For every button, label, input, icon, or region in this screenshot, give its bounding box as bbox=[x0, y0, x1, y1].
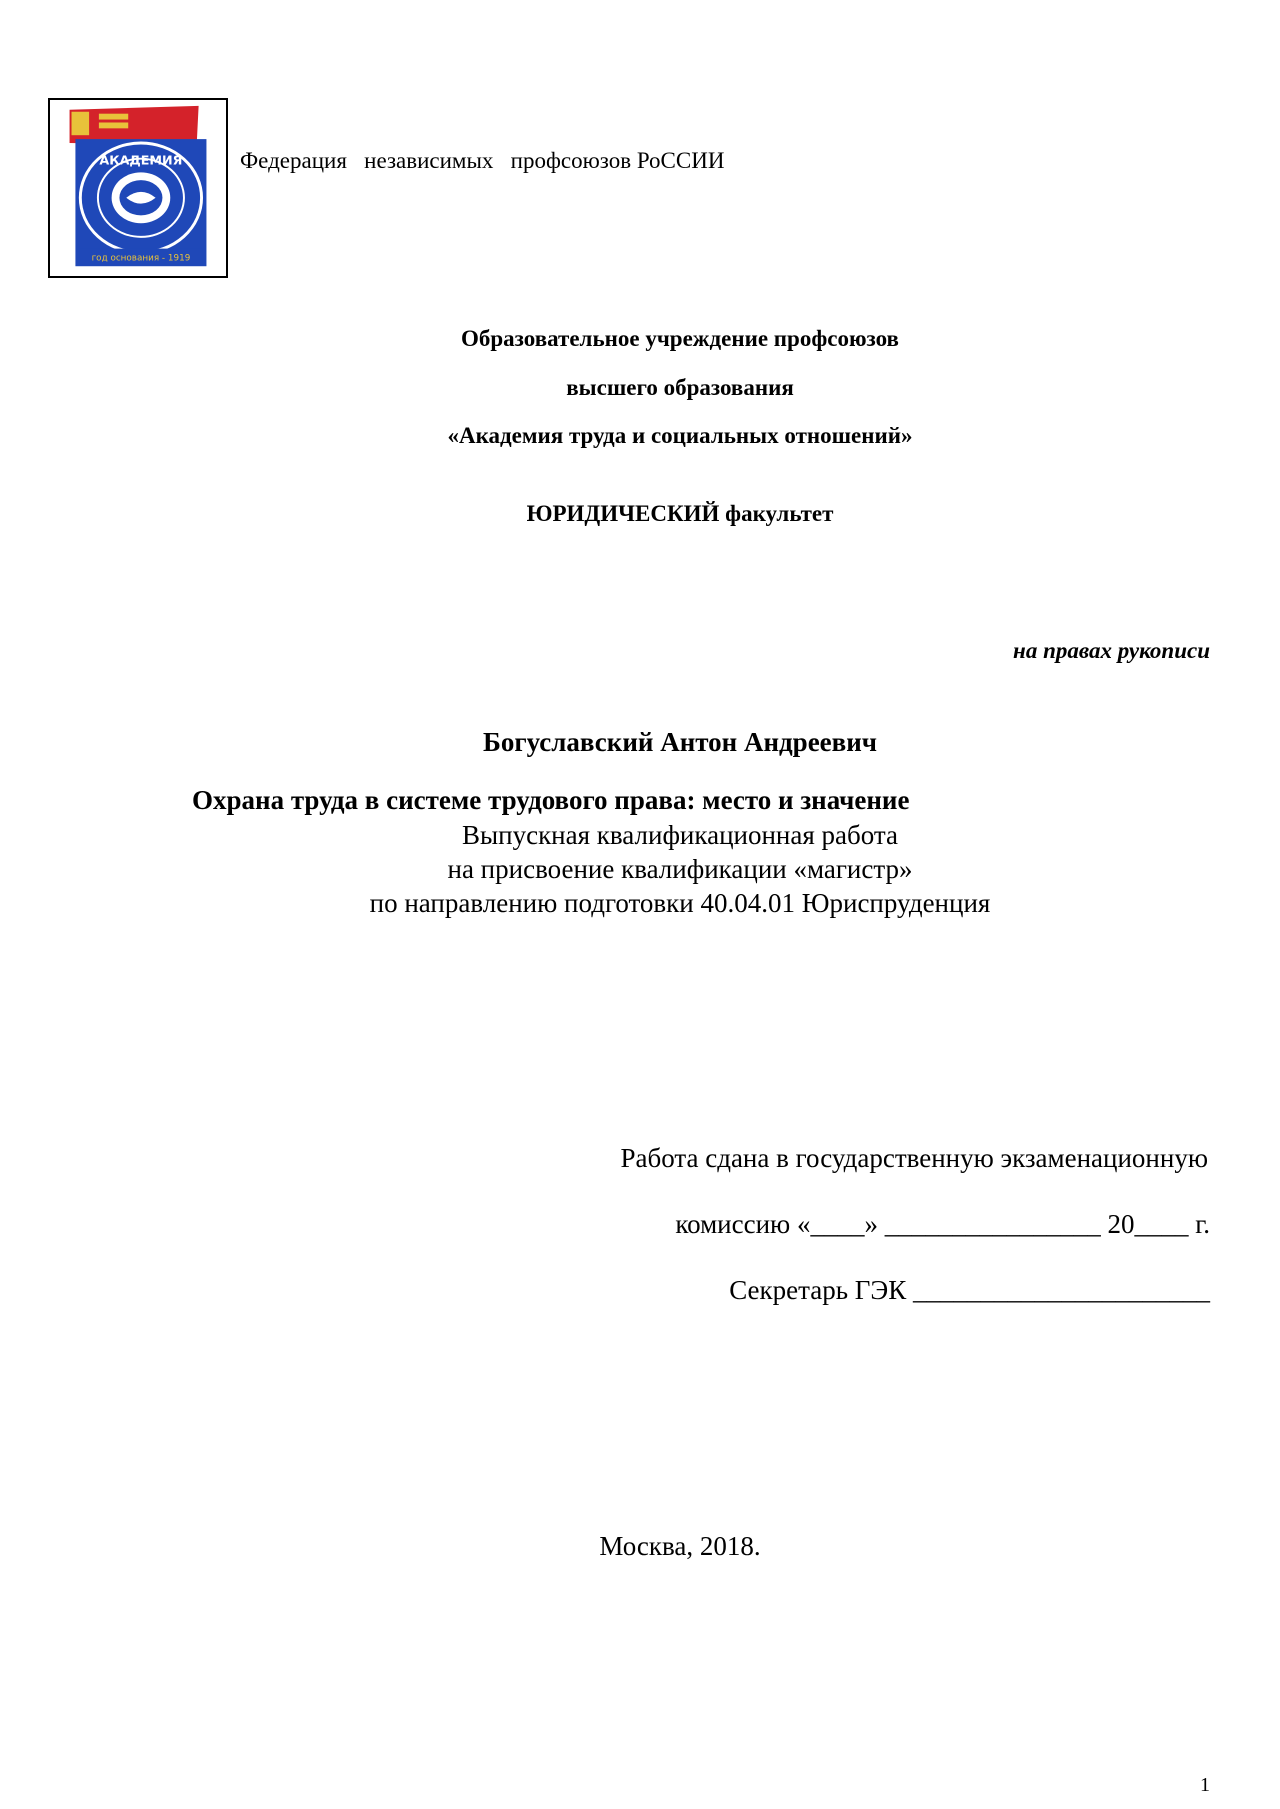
city-year: Москва, 2018. bbox=[599, 1531, 761, 1561]
faculty-name: ЮРИДИЧЕСКИЙ факультет bbox=[526, 501, 834, 526]
study-direction: по направлению подготовки 40.04.01 Юриспруденция bbox=[369, 888, 991, 918]
manuscript-note: на правах рукописи bbox=[1013, 638, 1210, 663]
secretary-signature-line: Секретарь ГЭК ______________________ bbox=[729, 1275, 1210, 1305]
academy-logo bbox=[48, 98, 228, 278]
commission-date-line: комиссию «____» ________________ 20____ г. bbox=[675, 1209, 1210, 1239]
author-name: Богуславский Антон Андреевич bbox=[482, 727, 878, 757]
academy-emblem-icon bbox=[50, 100, 226, 276]
thesis-title: Охрана труда в системе трудового права: место и значение bbox=[192, 785, 910, 815]
org-line-3: «Академия труда и социальных отношений» bbox=[447, 423, 913, 448]
logo-founded-text: год основания - 1919 bbox=[91, 253, 191, 264]
qualification: на присвоение квалификации «магистр» bbox=[447, 854, 913, 884]
work-type: Выпускная квалификационная работа bbox=[461, 820, 899, 850]
logo-title-text: АКАДЕМИЯ bbox=[99, 152, 183, 168]
org-line-1: Образовательное учреждение профсоюзов bbox=[461, 326, 899, 351]
submission-line: Работа сдана в государственную экзаменационную bbox=[620, 1143, 1208, 1173]
org-line-2: высшего образования bbox=[566, 375, 794, 400]
page-number: 1 bbox=[1200, 1774, 1210, 1796]
federation-name: Федерация независимых профсоюзов РоССИИ bbox=[240, 148, 725, 173]
